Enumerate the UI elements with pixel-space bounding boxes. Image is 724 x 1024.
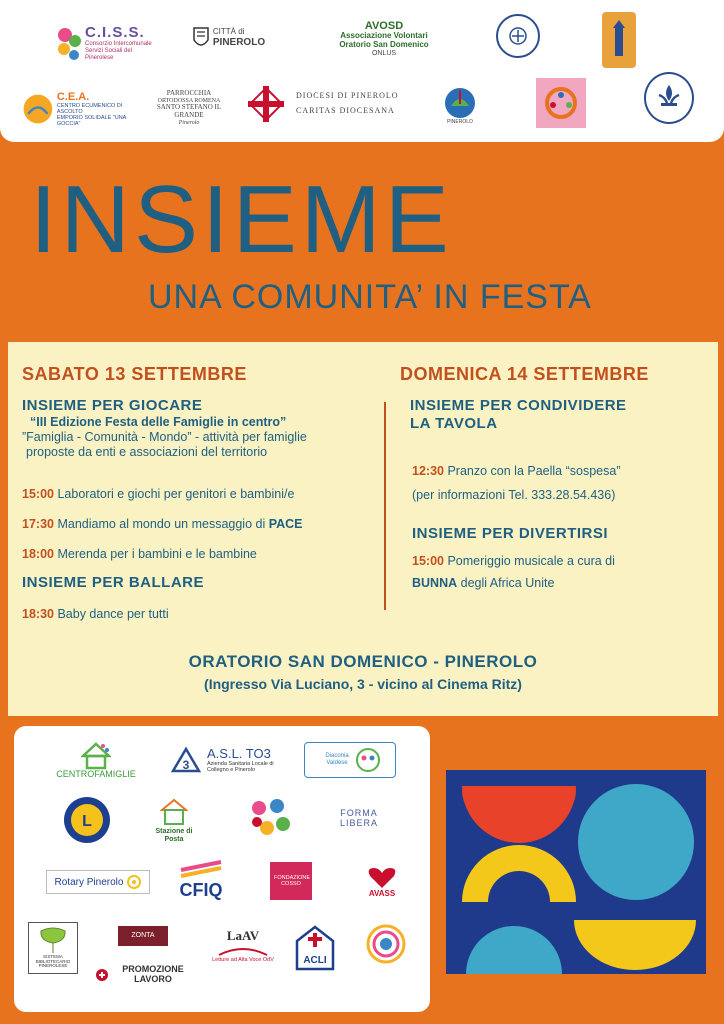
parrocchia-logo bbox=[150, 86, 228, 130]
forma-libera-logo bbox=[324, 806, 394, 832]
saturday-edition: “III Edizione Festa delle Famiglie in centro” bbox=[30, 415, 287, 429]
event-artist bbox=[412, 575, 712, 591]
event-address: (Ingresso Via Luciano, 3 - vicino al Cinema Ritz) bbox=[204, 676, 522, 692]
hands-icon bbox=[22, 89, 54, 129]
lions-emblem-icon bbox=[60, 795, 114, 845]
acli-shield-icon bbox=[295, 925, 335, 971]
sunday-date: DOMENICA 14 SETTEMBRE bbox=[400, 364, 649, 384]
agesci-logo bbox=[644, 72, 694, 124]
artist-band: degli Africa Unite bbox=[457, 576, 555, 590]
sunday-section-table-2: LA TAVOLA bbox=[410, 415, 498, 432]
sistema-name: SISTEMA BIBLIOTECARIO PINEROLESE bbox=[35, 953, 71, 969]
event-location: ORATORIO SAN DOMENICO - PINEROLO bbox=[188, 652, 538, 671]
zonta-logo bbox=[118, 926, 168, 946]
saturday-section-dance: INSIEME PER BALLARE bbox=[22, 574, 205, 591]
event-time: 18:30 bbox=[22, 607, 54, 621]
stazione-logo bbox=[146, 792, 202, 850]
parrocchia-line4: Pinerolo bbox=[178, 119, 200, 126]
avosd-desc: Associazione Volontari Oratorio San Domenico bbox=[339, 31, 429, 50]
lions-logo bbox=[56, 794, 118, 846]
event-time: 17:30 bbox=[22, 517, 54, 531]
forma-libera-name: FORMA LIBERA bbox=[339, 808, 378, 828]
asl-desc: Azienda Sanitaria Locale di Collegno e Pinerolo bbox=[207, 761, 274, 774]
parrocchia-line2: ORTODOSSA ROMENA bbox=[157, 97, 221, 104]
cea-desc: CENTRO ECUMENICO DI ASCOLTO bbox=[56, 102, 123, 115]
page-title: INSIEME bbox=[30, 166, 453, 273]
cea-name: C.E.A. bbox=[56, 90, 90, 103]
avosd-name: AVOSD bbox=[364, 20, 404, 33]
event-text: Mandiamo al mondo un messaggio di bbox=[57, 517, 269, 531]
event-info: (per informazioni Tel. 333.28.54.436) bbox=[412, 488, 616, 502]
rotary-wheel-icon bbox=[127, 875, 141, 889]
svg-text:L: L bbox=[82, 813, 92, 830]
asl-name: A.S.L. TO3 bbox=[207, 745, 271, 761]
event-text: Merenda per i bambini e le bambine bbox=[57, 547, 257, 561]
stazione-name: Stazione di Posta bbox=[155, 828, 193, 843]
saturday-desc-2: proposte da enti e associazioni del territorio bbox=[26, 445, 268, 459]
saturday-column bbox=[22, 364, 372, 622]
event-item bbox=[412, 463, 712, 479]
event-text: Baby dance per tutti bbox=[57, 607, 169, 621]
promozione-lavoro-logo bbox=[94, 964, 194, 986]
sponsors-panel bbox=[14, 726, 430, 1012]
round-colorful-logo bbox=[364, 922, 408, 966]
promozione-icon bbox=[95, 968, 109, 982]
ciss-name: C.I.S.S. bbox=[85, 23, 145, 41]
page-subtitle: UNA COMUNITA’ IN FESTA bbox=[148, 278, 592, 316]
acli-logo bbox=[294, 924, 336, 972]
diaconia-logo bbox=[304, 742, 396, 778]
lav-sub: Letture ad Alta Voce OdV bbox=[212, 957, 274, 964]
program-panel bbox=[8, 342, 718, 716]
book-icon bbox=[215, 943, 271, 957]
family-circle-icon bbox=[355, 747, 381, 773]
event-text: Laboratori e giochi per genitori e bambini/e bbox=[57, 487, 295, 501]
event-time: 15:00 bbox=[22, 487, 54, 501]
hands-logo bbox=[242, 792, 298, 844]
zonta-name: ZONTA bbox=[131, 932, 155, 940]
sunday-section-fun: INSIEME PER DIVERTIRSI bbox=[412, 525, 609, 542]
ciss-desc: Consorzio Intercomunale Servizi Sociali del Pinerolese bbox=[85, 41, 152, 61]
cea-emporio: EMPORIO SOLIDALE "UNA GOCCIA" bbox=[56, 115, 127, 128]
fondazione-cosso-logo bbox=[270, 862, 312, 900]
svg-text:3: 3 bbox=[182, 758, 190, 772]
promozione-name: PROMOZIONE LAVORO bbox=[122, 964, 184, 984]
globe-icon bbox=[443, 86, 477, 120]
round-seal-logo bbox=[496, 14, 540, 58]
ginkgo-leaf-icon bbox=[38, 927, 68, 955]
event-time: 12:30 bbox=[412, 464, 444, 478]
fondazione-name: FONDAZIONE COSSO bbox=[274, 874, 311, 887]
svg-text:ACLI: ACLI bbox=[303, 955, 327, 966]
diocesi-line2: CARITAS DIOCESANA bbox=[296, 106, 395, 115]
sistema-bibliotecario-logo bbox=[28, 922, 78, 974]
column-divider bbox=[384, 402, 386, 610]
event-item bbox=[22, 606, 372, 622]
church-tower-logo bbox=[602, 12, 636, 68]
asl-mark-icon bbox=[169, 745, 203, 775]
missionario-city: PINEROLO bbox=[447, 119, 473, 126]
colorful-logo bbox=[536, 78, 586, 128]
diaconia-name: Diaconia Valdese bbox=[325, 753, 349, 766]
ciss-logo bbox=[50, 14, 160, 72]
sunday-column bbox=[400, 364, 712, 591]
cfiq-mark-icon bbox=[171, 860, 231, 900]
event-item bbox=[412, 553, 712, 569]
event-item bbox=[22, 516, 372, 532]
saturday-desc-1: ”Famiglia - Comunità - Mondo” - attività per famiglie bbox=[22, 430, 307, 444]
avass-logo bbox=[354, 856, 410, 906]
event-item bbox=[22, 486, 372, 502]
rainbow-circle-icon bbox=[366, 924, 406, 964]
top-logo-strip bbox=[0, 0, 724, 142]
heart-hands-icon bbox=[366, 864, 398, 890]
event-text: Pranzo con la Paella “sospesa” bbox=[447, 464, 621, 478]
caritas-cross-icon bbox=[246, 84, 286, 124]
saturday-date: SABATO 13 SETTEMBRE bbox=[22, 364, 247, 384]
avass-name: AVASS bbox=[368, 888, 396, 898]
asl-logo bbox=[166, 740, 286, 780]
centrofamiglie-name: CENTROFAMIGLIE bbox=[56, 769, 136, 780]
svg-text:CFIQ: CFIQ bbox=[179, 880, 223, 900]
colorful-hands-icon bbox=[247, 796, 293, 840]
seal-icon bbox=[506, 24, 530, 48]
diocesi-logo bbox=[246, 84, 406, 124]
parrocchia-line1: PARROCCHIA bbox=[166, 88, 212, 97]
avosd-onlus: ONLUS bbox=[371, 50, 397, 57]
decorative-artwork bbox=[446, 770, 706, 974]
event-text: Pomeriggio musicale a cura di bbox=[447, 554, 615, 568]
missionario-logo bbox=[436, 80, 484, 132]
pinerolo-logo bbox=[188, 20, 270, 56]
event-highlight: PACE bbox=[268, 517, 303, 531]
saturday-section-play: INSIEME PER GIOCARE bbox=[22, 397, 203, 414]
cea-logo bbox=[22, 84, 132, 134]
fleur-de-lis-icon bbox=[655, 83, 683, 113]
pinerolo-line2: PINEROLO bbox=[212, 36, 266, 48]
lav-name: LaAV bbox=[226, 927, 260, 943]
station-house-icon bbox=[160, 798, 188, 828]
avosd-logo bbox=[330, 14, 438, 64]
diocesi-line1: DIOCESI DI PINEROLO bbox=[296, 91, 399, 101]
city-crest-icon bbox=[193, 26, 209, 50]
event-time: 18:00 bbox=[22, 547, 54, 561]
pinerolo-line1: CITTÀ di bbox=[212, 27, 245, 37]
tower-icon bbox=[609, 20, 629, 60]
rotary-name: Rotary Pinerolo bbox=[54, 876, 124, 888]
rotary-logo bbox=[46, 870, 150, 894]
house-icon bbox=[81, 742, 111, 770]
event-item bbox=[22, 546, 372, 562]
centrofamiglie-logo bbox=[54, 736, 138, 786]
abstract-shapes-icon bbox=[446, 770, 706, 974]
lav-logo bbox=[206, 920, 280, 972]
artist-name: BUNNA bbox=[412, 576, 458, 590]
cfiq-logo bbox=[168, 858, 234, 902]
parrocchia-line3: SANTO STEFANO IL GRANDE bbox=[156, 103, 222, 119]
event-time: 15:00 bbox=[412, 554, 444, 568]
ciss-dots-icon bbox=[55, 23, 85, 63]
sunday-section-table-1: INSIEME PER CONDIVIDERE bbox=[410, 397, 627, 414]
people-circle-icon bbox=[543, 85, 579, 121]
